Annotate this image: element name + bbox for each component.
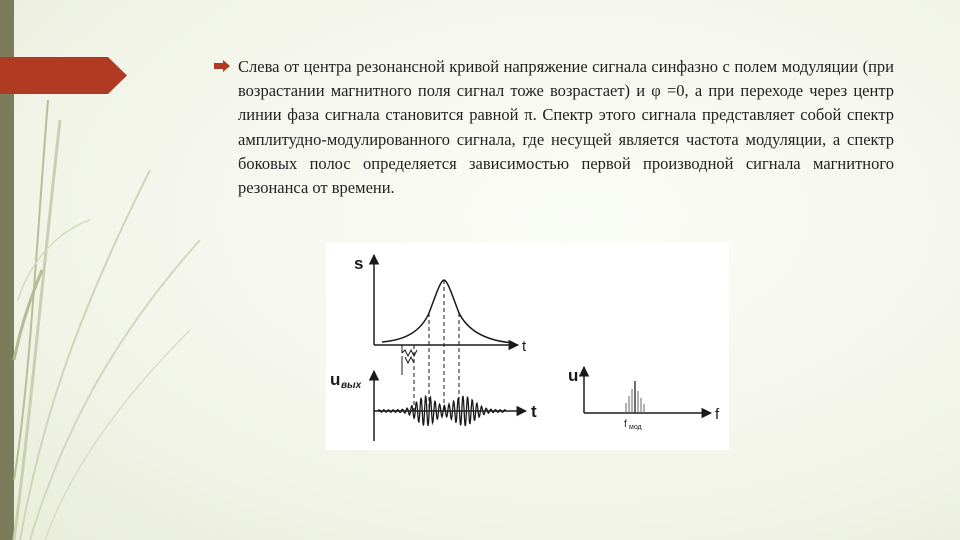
- top-y-axis-label: s: [354, 254, 364, 273]
- spectrum-tick-subscript: мод: [629, 424, 642, 431]
- spectrum-x-axis-label: f: [715, 406, 720, 423]
- top-x-axis-label: t: [522, 338, 527, 355]
- bottom-x-axis-label: t: [531, 402, 537, 421]
- signal-diagram-figure: [326, 243, 729, 450]
- spectrum-tick-label: f: [624, 419, 627, 430]
- bottom-y-axis-label: u: [330, 370, 341, 389]
- spectrum-lines: [626, 381, 644, 413]
- spectrum-y-axis-label: u: [568, 366, 579, 385]
- arrow-bullet-icon: [214, 60, 230, 72]
- resonance-curve: [382, 280, 514, 343]
- accent-arrow-shape: [0, 57, 127, 94]
- slide-body-text: Слева от центра резонансной кривой напряжение сигнала синфазно с полем модуляции (при возрастании магнитного поля сигнал тоже возрастает) и φ =0, а при переходе через центр линии фаза сигнала становится равной π. Спектр этого сигнала представляет собой спектр амплитудно-модулированного сигнала, где несущей является частота модуляции, а спектр боковых полос определяется зависимостью первой производной сигнала магнитного резонанса от времени.: [238, 57, 894, 198]
- modulation-sweep: [402, 350, 417, 363]
- signal-diagram: [326, 243, 729, 450]
- bottom-y-axis-subscript: вых: [341, 380, 362, 391]
